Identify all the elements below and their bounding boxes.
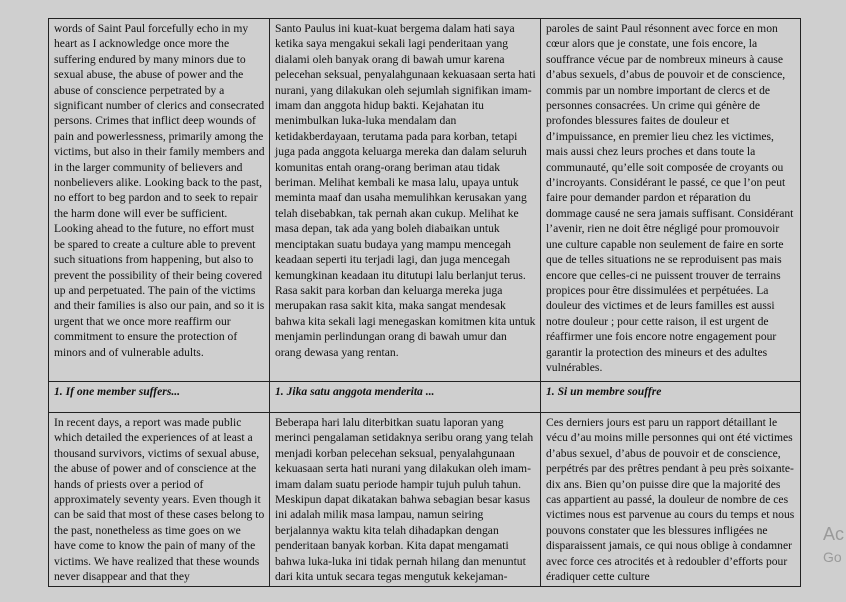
indonesian-text-cell: Beberapa hari lalu diterbitkan suatu laporan yang merinci pengalaman setidaknya seribu orang yang telah menjadi korban pelecehan seksual, penyalahgunaan kekuasaan serta hati nurani yang dilakukan oleh imam-imam dalam suatu periode hampir tujuh puluh tahun. Meskipun dapat dikatakan bahwa sebagian besar kasus ini adalah milik masa lampau, namun seiring berjalannya waktu kita telah dihadapkan dengan penderitaan banyak korban. Kita dapat mengamati bahwa luka-luka ini tidak pernah hilang dan menuntut dari kita untuk secara tegas mengutuk kekejaman- <box>270 413 541 587</box>
english-text-cell: In recent days, a report was made public which detailed the experiences of at least a thousand survivors, victims of sexual abuse, the abuse of power and of conscience at the hands of priests over a period of approximately seventy years. Even though it can be said that most of these cases belong to the past, nonetheless as time goes on we have come to know the pain of many of the victims. We have realized that these wounds never disappear and that they <box>49 413 270 587</box>
translation-table <box>48 18 801 587</box>
table-row-headings <box>49 382 801 413</box>
french-section-heading: 1. Si un membre souffre <box>541 382 801 413</box>
french-text-cell: paroles de saint Paul résonnent avec force en mon cœur alors que je constate, une fois encore, la souffrance vécue par de nombreux mineurs à cause d’abus sexuels, d’abus de pouvoir et de conscience, commis par un nombre important de clercs et de personnes consacrées. Un crime qui génère de profondes blessures faites de douleur et d’impuissance, en premier lieu chez les victimes, mais aussi chez leurs proches et dans toute la communauté, qu’elle soit composée de croyants ou d’incroyants. Considérant le passé, ce que l’on peut faire pour demander pardon et réparation du dommage causé ne sera jamais suffisant. Considérant l’avenir, rien ne doit être négligé pour promouvoir une culture capable non seulement de faire en sorte que de telles situations ne se reproduisent pas mais encore que celles-ci ne puissent trouver de terrains propices pour être dissimulées et perpétuées. La douleur des victimes et de leurs familles est aussi notre douleur ; pour cette raison, il est urgent de réaffirmer une fois encore notre engagement pour garantir la protection des mineurs et des adultes vulnérables. <box>541 19 801 382</box>
indonesian-section-heading: 1. Jika satu anggota menderita ... <box>270 382 541 413</box>
activation-watermark-line1: Ac <box>823 524 845 544</box>
french-text-cell: Ces derniers jours est paru un rapport détaillant le vécu d’au moins mille personnes qui ont été victimes d’abus sexuel, d’abus de pouvoir et de conscience, perpétrés par des prêtres pendant à peu près soixante-dix ans. Bien qu’on puisse dire que la majorité des cas appartient au passé, la douleur de nombre de ces victimes nous est parvenue au cours du temps et nous pouvons constater que les blessures infligées ne disparaissent jamais, ce qui nous oblige à condamner avec force ces atrocités et à redoubler d’efforts pour éradiquer cette culture <box>541 413 801 587</box>
english-section-heading: 1. If one member suffers... <box>49 382 270 413</box>
document-page <box>48 18 800 602</box>
english-text-cell: words of Saint Paul forcefully echo in my heart as I acknowledge once more the suffering endured by many minors due to sexual abuse, the abuse of power and the abuse of conscience perpetrated by a significant number of clerics and consecrated persons. Crimes that inflict deep wounds of pain and powerlessness, primarily among the victims, but also in their family members and in the larger community of believers and nonbelievers alike. Looking back to the past, no effort to beg pardon and to seek to repair the harm done will ever be sufficient. Looking ahead to the future, no effort must be spared to create a culture able to prevent such situations from happening, but also to prevent the possibility of their being covered up and perpetuated. The pain of the victims and their families is also our pain, and so it is urgent that we once more reaffirm our commitment to ensure the protection of minors and of vulnerable adults. <box>49 19 270 382</box>
table-row <box>49 413 801 587</box>
indonesian-text-cell: Santo Paulus ini kuat-kuat bergema dalam hati saya ketika saya mengakui sekali lagi penderitaan yang dialami oleh banyak orang di bawah umur karena pelecehan seksual, penyalahgunaan kekuasaan serta hati nurani, yang dilakukan oleh sejumlah signifikan imam-imam dan anggota hidup bakti. Kejahatan itu menimbulkan luka-luka mendalam dan ketidakberdayaan, terutama pada para korban, tetapi juga pada anggota keluarga mereka dan dalam seluruh komunitas entah orang-orang beriman atau tidak beriman. Melihat kembali ke masa lalu, upaya untuk meminta maaf dan usaha memulihkan kerusakan yang telah disebabkan, tak pernah akan cukup. Melihat ke masa depan, tak ada yang boleh diabaikan untuk menciptakan suatu budaya yang mampu mencegah keadaan seperti itu terjadi lagi, dan juga mencegah kemungkinan keadaan itu ditutupi lalu berlanjut terus. Rasa sakit para korban dan keluarga mereka juga merupakan rasa sakit kita, maka sangat mendesak bahwa kita sekali lagi menegaskan komitmen kita untuk menjamin perlindungan orang di bawah umur dan orang dewasa yang rentan. <box>270 19 541 382</box>
table-row <box>49 19 801 382</box>
activation-watermark-line2: Go <box>823 549 842 565</box>
